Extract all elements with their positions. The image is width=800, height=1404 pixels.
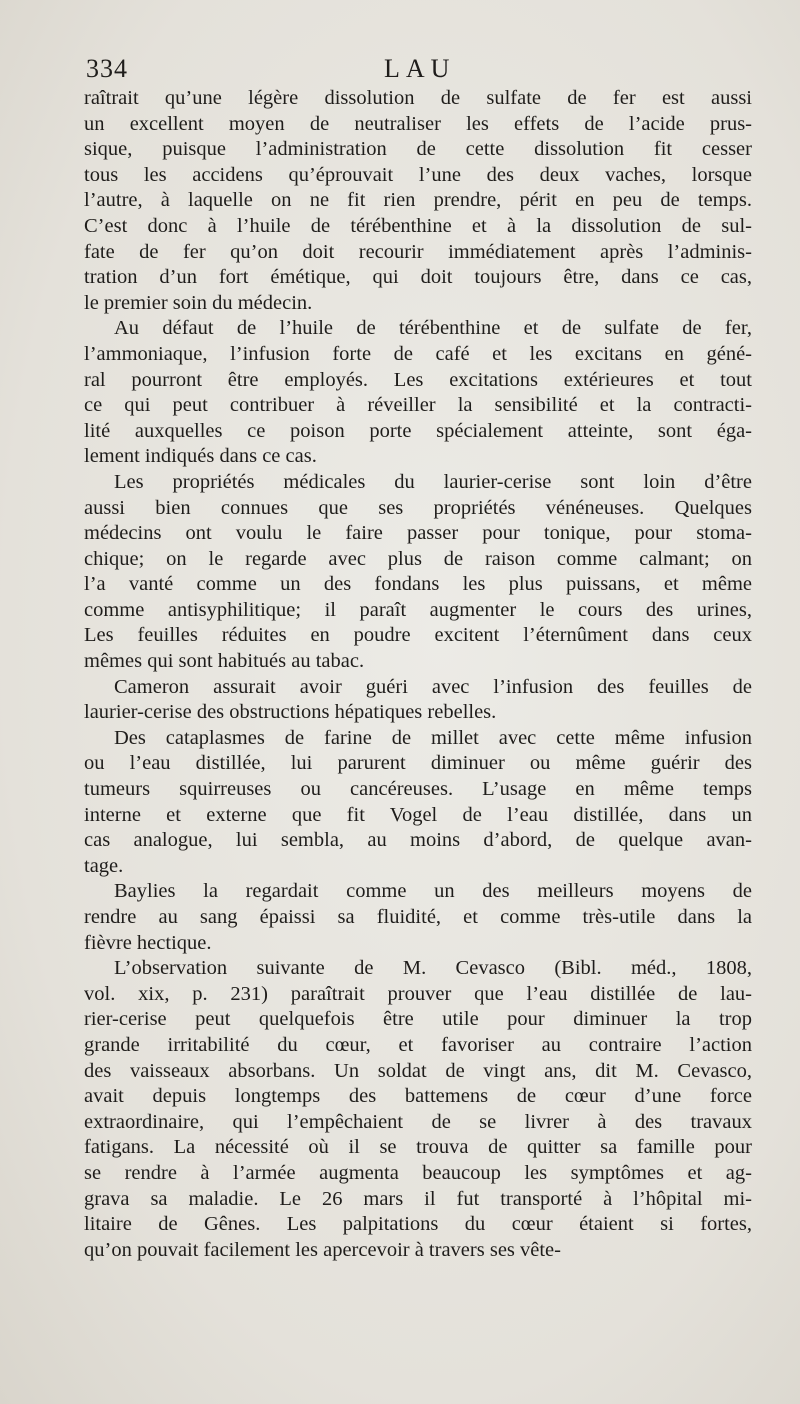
paragraph: [84, 726, 752, 880]
text-line: Au défaut de l’huile de térébenthine et de sulfate de fer,: [114, 317, 752, 340]
text-line: aussi bien connues que ses propriétés vénéneuses. Quelques: [84, 496, 752, 519]
text-line: tous les accidens qu’éprouvait l’une des deux vaches, lorsque: [84, 163, 752, 186]
text-line: interne et externe que fit Vogel de l’eau distillée, dans un: [84, 803, 752, 826]
text-line: extraordinaire, qui l’empêchaient de se livrer à des travaux: [84, 1110, 752, 1133]
paragraph: [84, 675, 752, 726]
text-line: cas analogue, lui sembla, au moins d’abord, de quelque avan-: [84, 829, 752, 852]
text-line: lité auxquelles ce poison porte spécialement atteinte, sont éga-: [84, 419, 752, 442]
paragraph: [84, 316, 752, 470]
text-line: l’ammoniaque, l’infusion forte de café et les excitans en géné-: [84, 342, 752, 365]
text-line: tage.: [84, 854, 124, 877]
page-number: 334: [86, 54, 128, 83]
paragraph: [84, 86, 752, 316]
text-line: Baylies la regardait comme un des meilleurs moyens de: [114, 880, 752, 903]
text-line: comme antisyphilitique; il paraît augmenter le cours des urines,: [84, 598, 752, 621]
text-line: raîtrait qu’une légère dissolution de sulfate de fer est aussi: [84, 87, 752, 109]
text-line: l’autre, à laquelle on ne fit rien prendre, périt en peu de temps.: [84, 189, 752, 212]
text-line: grande irritabilité du cœur, et favoriser au contraire l’action: [84, 1033, 752, 1056]
text-line: laurier-cerise des obstructions hépatiques rebelles.: [84, 701, 497, 724]
text-line: ou l’eau distillée, lui parurent diminuer ou même guérir des: [84, 752, 752, 775]
text-line: vol. xix, p. 231) paraîtrait prouver que l’eau distillée de lau-: [84, 982, 752, 1005]
text-line: chique; on le regarde avec plus de raison comme calmant; on: [84, 547, 752, 570]
page-header: [84, 52, 754, 86]
text-line: fièvre hectique.: [84, 931, 212, 954]
text-line: rier-cerise peut quelquefois être utile pour diminuer la trop: [84, 1008, 752, 1031]
text-line: lement indiqués dans ce cas.: [84, 445, 317, 468]
text-line: litaire de Gênes. Les palpitations du cœur étaient si fortes,: [84, 1213, 752, 1236]
text-line: ral pourront être employés. Les excitations extérieures et tout: [84, 368, 752, 391]
text-line: avait depuis longtemps des battemens de cœur d’une force: [84, 1085, 752, 1108]
body-text: [84, 86, 752, 1263]
text-line: médecins ont voulu le faire passer pour tonique, pour stoma-: [84, 522, 752, 545]
text-line: se rendre à l’armée augmenta beaucoup les symptômes et ag-: [84, 1161, 752, 1184]
text-line: un excellent moyen de neutraliser les effets de l’acide prus-: [84, 112, 752, 135]
text-line: L’observation suivante de M. Cevasco (Bibl. méd., 1808,: [114, 957, 752, 980]
running-head: LAU: [384, 54, 456, 83]
paragraph: [84, 956, 752, 1263]
text-line: rendre au sang épaissi sa fluidité, et comme très-utile dans la: [84, 906, 752, 928]
text-line: sique, puisque l’administration de cette dissolution fit cesser: [84, 138, 752, 161]
text-line: C’est donc à l’huile de térébenthine et à la dissolution de sul-: [84, 214, 752, 237]
text-line: tumeurs squirreuses ou cancéreuses. L’usage en même temps: [84, 778, 752, 801]
text-line: Des cataplasmes de farine de millet avec cette même infusion: [114, 726, 752, 749]
text-line: Cameron assurait avoir guéri avec l’infusion des feuilles de: [114, 675, 752, 698]
paragraph: [84, 879, 752, 956]
text-line: fate de fer qu’on doit recourir immédiatement après l’adminis-: [84, 240, 752, 263]
text-line: des vaisseaux absorbans. Un soldat de vingt ans, dit M. Cevasco,: [84, 1059, 752, 1082]
paragraph: [84, 470, 752, 675]
text-line: l’a vanté comme un des fondans les plus puissans, et même: [84, 573, 752, 596]
text-line: fatigans. La nécessité où il se trouva de quitter sa famille pour: [84, 1136, 752, 1159]
text-line: tration d’un fort émétique, qui doit toujours être, dans ce cas,: [84, 266, 752, 289]
text-line: mêmes qui sont habitués au tabac.: [84, 650, 365, 673]
text-line: Les propriétés médicales du laurier-cerise sont loin d’être: [114, 470, 752, 493]
text-line: ce qui peut contribuer à réveiller la sensibilité et la contracti-: [84, 394, 752, 417]
text-line: qu’on pouvait facilement les apercevoir à travers ses vête-: [84, 1238, 561, 1261]
text-line: Les feuilles réduites en poudre excitent l’éternûment dans ceux: [84, 624, 752, 647]
text-line: le premier soin du médecin.: [84, 291, 313, 314]
text-line: grava sa maladie. Le 26 mars il fut transporté à l’hôpital mi-: [84, 1187, 752, 1210]
